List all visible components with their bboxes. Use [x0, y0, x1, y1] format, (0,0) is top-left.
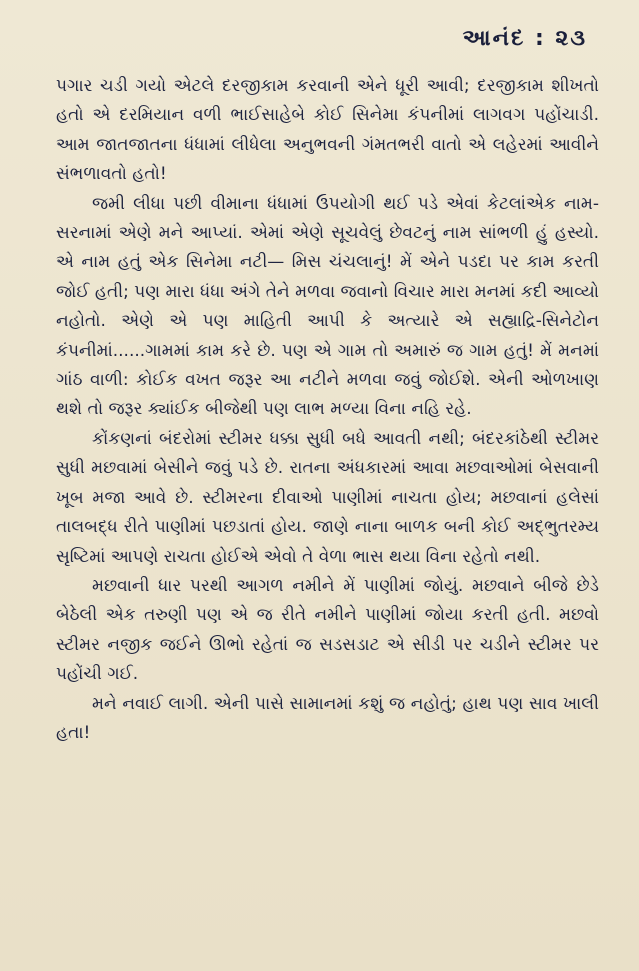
paragraph-3: કોંકણનાં બંદરોમાં સ્ટીમર ધક્કા સુધી બધે આવતી નથી; બંદરકાંઠેથી સ્ટીમર સુધી મછવામાં બેસીને જવું પડે છે. રાતના અંધકારમાં આવા મછવાઓમાં બેસવાની ખૂબ મજા આવે છે. સ્ટીમરના દીવાઓ પાણીમાં નાચતા હોય; મછવાનાં હલેસાં તાલબદ્ધ રીતે પાણીમાં પછડાતાં હોય. જાણે નાના બાળક બની કોઈ અદ્ભુતરમ્ય સૃષ્ટિમાં આપણે રાચતા હોઈએ એવો તે વેળા ભાસ થયા વિના રહેતો નથી.	[56, 428, 599, 567]
body-text	[56, 72, 599, 748]
paragraph-5: મને નવાઈ લાગી. એની પાસે સામાનમાં કશું જ નહોતું; હાથ પણ સાવ ખાલી હતા!	[56, 693, 599, 743]
paragraph-1: પગાર ચડી ગયો એટલે દરજીકામ કરવાની એને ધૂરી આવી; દરજીકામ શીખતો હતો એ દરમિયાન વળી ભાઈસાહેબે કોઈ સિનેમા કંપનીમાં લાગવગ પહોંચાડી. આમ જાતજાતના ધંધામાં લીધેલા અનુભવની ગંમતભરી વાતો એ લહેરમાં આવીને સંભળાવતો હતો!	[56, 76, 599, 185]
paragraph-2: જમી લીધા પછી વીમાના ધંધામાં ઉપયોગી થઈ પડે એવાં કેટલાંએક નામ-સરનામાં એણે મને આપ્યાં. એમાં એણે સૂચવેલું છેવટનું નામ સાંભળી હું હસ્યો. એ નામ હતું એક સિનેમા નટી— મિસ ચંચલાનું! મેં એને પડદા પર કામ કરતી જોઈ હતી; પણ મારા ધંધા અંગે તેને મળવા જવાનો વિચાર મારા મનમાં કદી આવ્યો નહોતો. એણે એ પણ માહિતી આપી કે અત્યારે એ સહ્યાદ્રિ-સિનેટોન કંપનીમાં......ગામમાં કામ કરે છે. પણ એ ગામ તો અમારું જ ગામ હતું! મેં મનમાં ગાંઠ વાળી: કોઈક વખત જરૂર આ નટીને મળવા જવું જોઈશે. એની ઓળખાણ થશે તો જરૂર ક્યાંઈક બીજેથી પણ લાભ મળ્યા વિના નહિ રહે.	[56, 193, 599, 420]
running-head: આનંદ : ૨૩	[462, 26, 587, 51]
paragraph-4: મછવાની ધાર પરથી આગળ નમીને મેં પાણીમાં જોયું. મછવાને બીજે છેડે બેઠેલી એક તરુણી પણ એ જ રીતે નમીને પાણીમાં જોયા કરતી હતી. મછવો સ્ટીમર નજીક જઈને ઊભો રહેતાં જ સડસડાટ એ સીડી પર ચડીને સ્ટીમર પર પહોંચી ગઈ.	[56, 575, 599, 685]
